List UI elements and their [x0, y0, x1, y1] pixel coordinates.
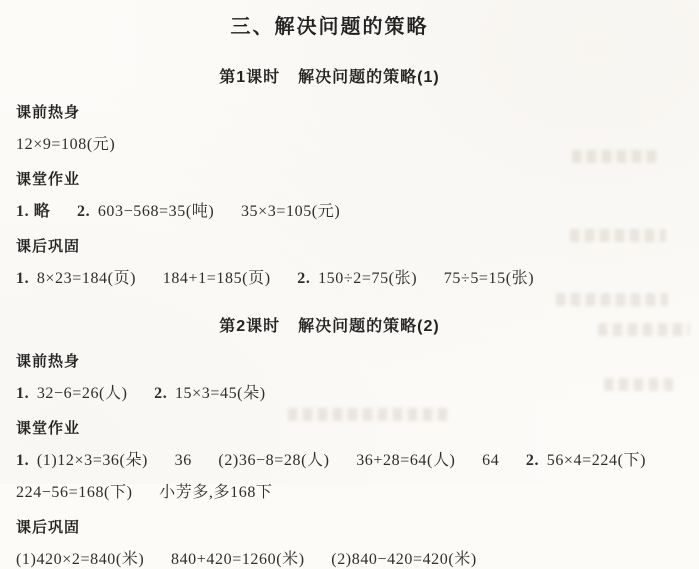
item-number: 2.: [297, 270, 311, 287]
answer-line: [16, 380, 643, 403]
equation: 224−56=168(下): [16, 484, 133, 501]
equation: (1)12×3=36(朵): [36, 452, 148, 469]
answer-value: 64: [482, 452, 500, 469]
equation: 8×23=184(页): [36, 270, 137, 287]
answer-line: [16, 479, 643, 502]
lesson-1-number: 第1课时: [219, 69, 281, 86]
section-heading-homework-1: 课后巩固: [16, 238, 81, 255]
equation: 603−568=35(吨): [97, 203, 215, 220]
section-heading-classwork-1: 课堂作业: [16, 171, 81, 188]
item-number: 2.: [154, 385, 168, 402]
lesson-1-title: [16, 64, 643, 87]
lesson-2-number: 第2课时: [219, 318, 281, 335]
item-number: 1.: [16, 452, 30, 469]
answer-line: [16, 447, 647, 470]
equation: 75÷5=15(张): [443, 270, 535, 287]
equation: (1)420×2=840(米): [16, 551, 145, 568]
equation: (2)36−8=28(人): [218, 452, 330, 469]
equation: 150÷2=75(张): [318, 270, 418, 287]
equation: 35×3=105(元): [240, 203, 341, 220]
answer-line: [16, 546, 643, 569]
equation: 12×9=108(元): [16, 136, 116, 153]
equation: 184+1=185(页): [162, 270, 271, 287]
item-number: 1. 略: [16, 203, 51, 220]
answer-line: [16, 198, 643, 221]
item-number: 2.: [77, 203, 91, 220]
section-heading-classwork-2: 课堂作业: [16, 420, 81, 437]
equation: 32−6=26(人): [36, 385, 128, 402]
equation: 36+28=64(人): [356, 452, 456, 469]
section-heading-homework-2: 课后巩固: [16, 519, 81, 536]
equation: 56×4=224(下): [546, 452, 647, 469]
answer-line: [16, 131, 643, 154]
answer-note: 小芳多,多168下: [159, 484, 273, 501]
equation: (2)840−420=420(米): [331, 551, 477, 568]
bleed-through-smudge: [556, 293, 668, 306]
lesson-1-name: 解决问题的策略(1): [298, 69, 440, 86]
section-heading-warmup-1: 课前热身: [16, 104, 81, 121]
chapter-title: 三、解决问题的策略: [230, 16, 429, 38]
answer-value: 36: [174, 452, 192, 469]
equation: 15×3=45(朵): [174, 385, 266, 402]
equation: 840+420=1260(米): [170, 551, 305, 568]
item-number: 1.: [16, 385, 30, 402]
section-heading-warmup-2: 课前热身: [16, 353, 81, 370]
item-number: 2.: [525, 452, 540, 469]
lesson-2-name: 解决问题的策略(2): [298, 318, 440, 335]
item-number: 1.: [16, 270, 30, 287]
answer-line: [16, 265, 643, 288]
lesson-2-title: [16, 313, 643, 336]
